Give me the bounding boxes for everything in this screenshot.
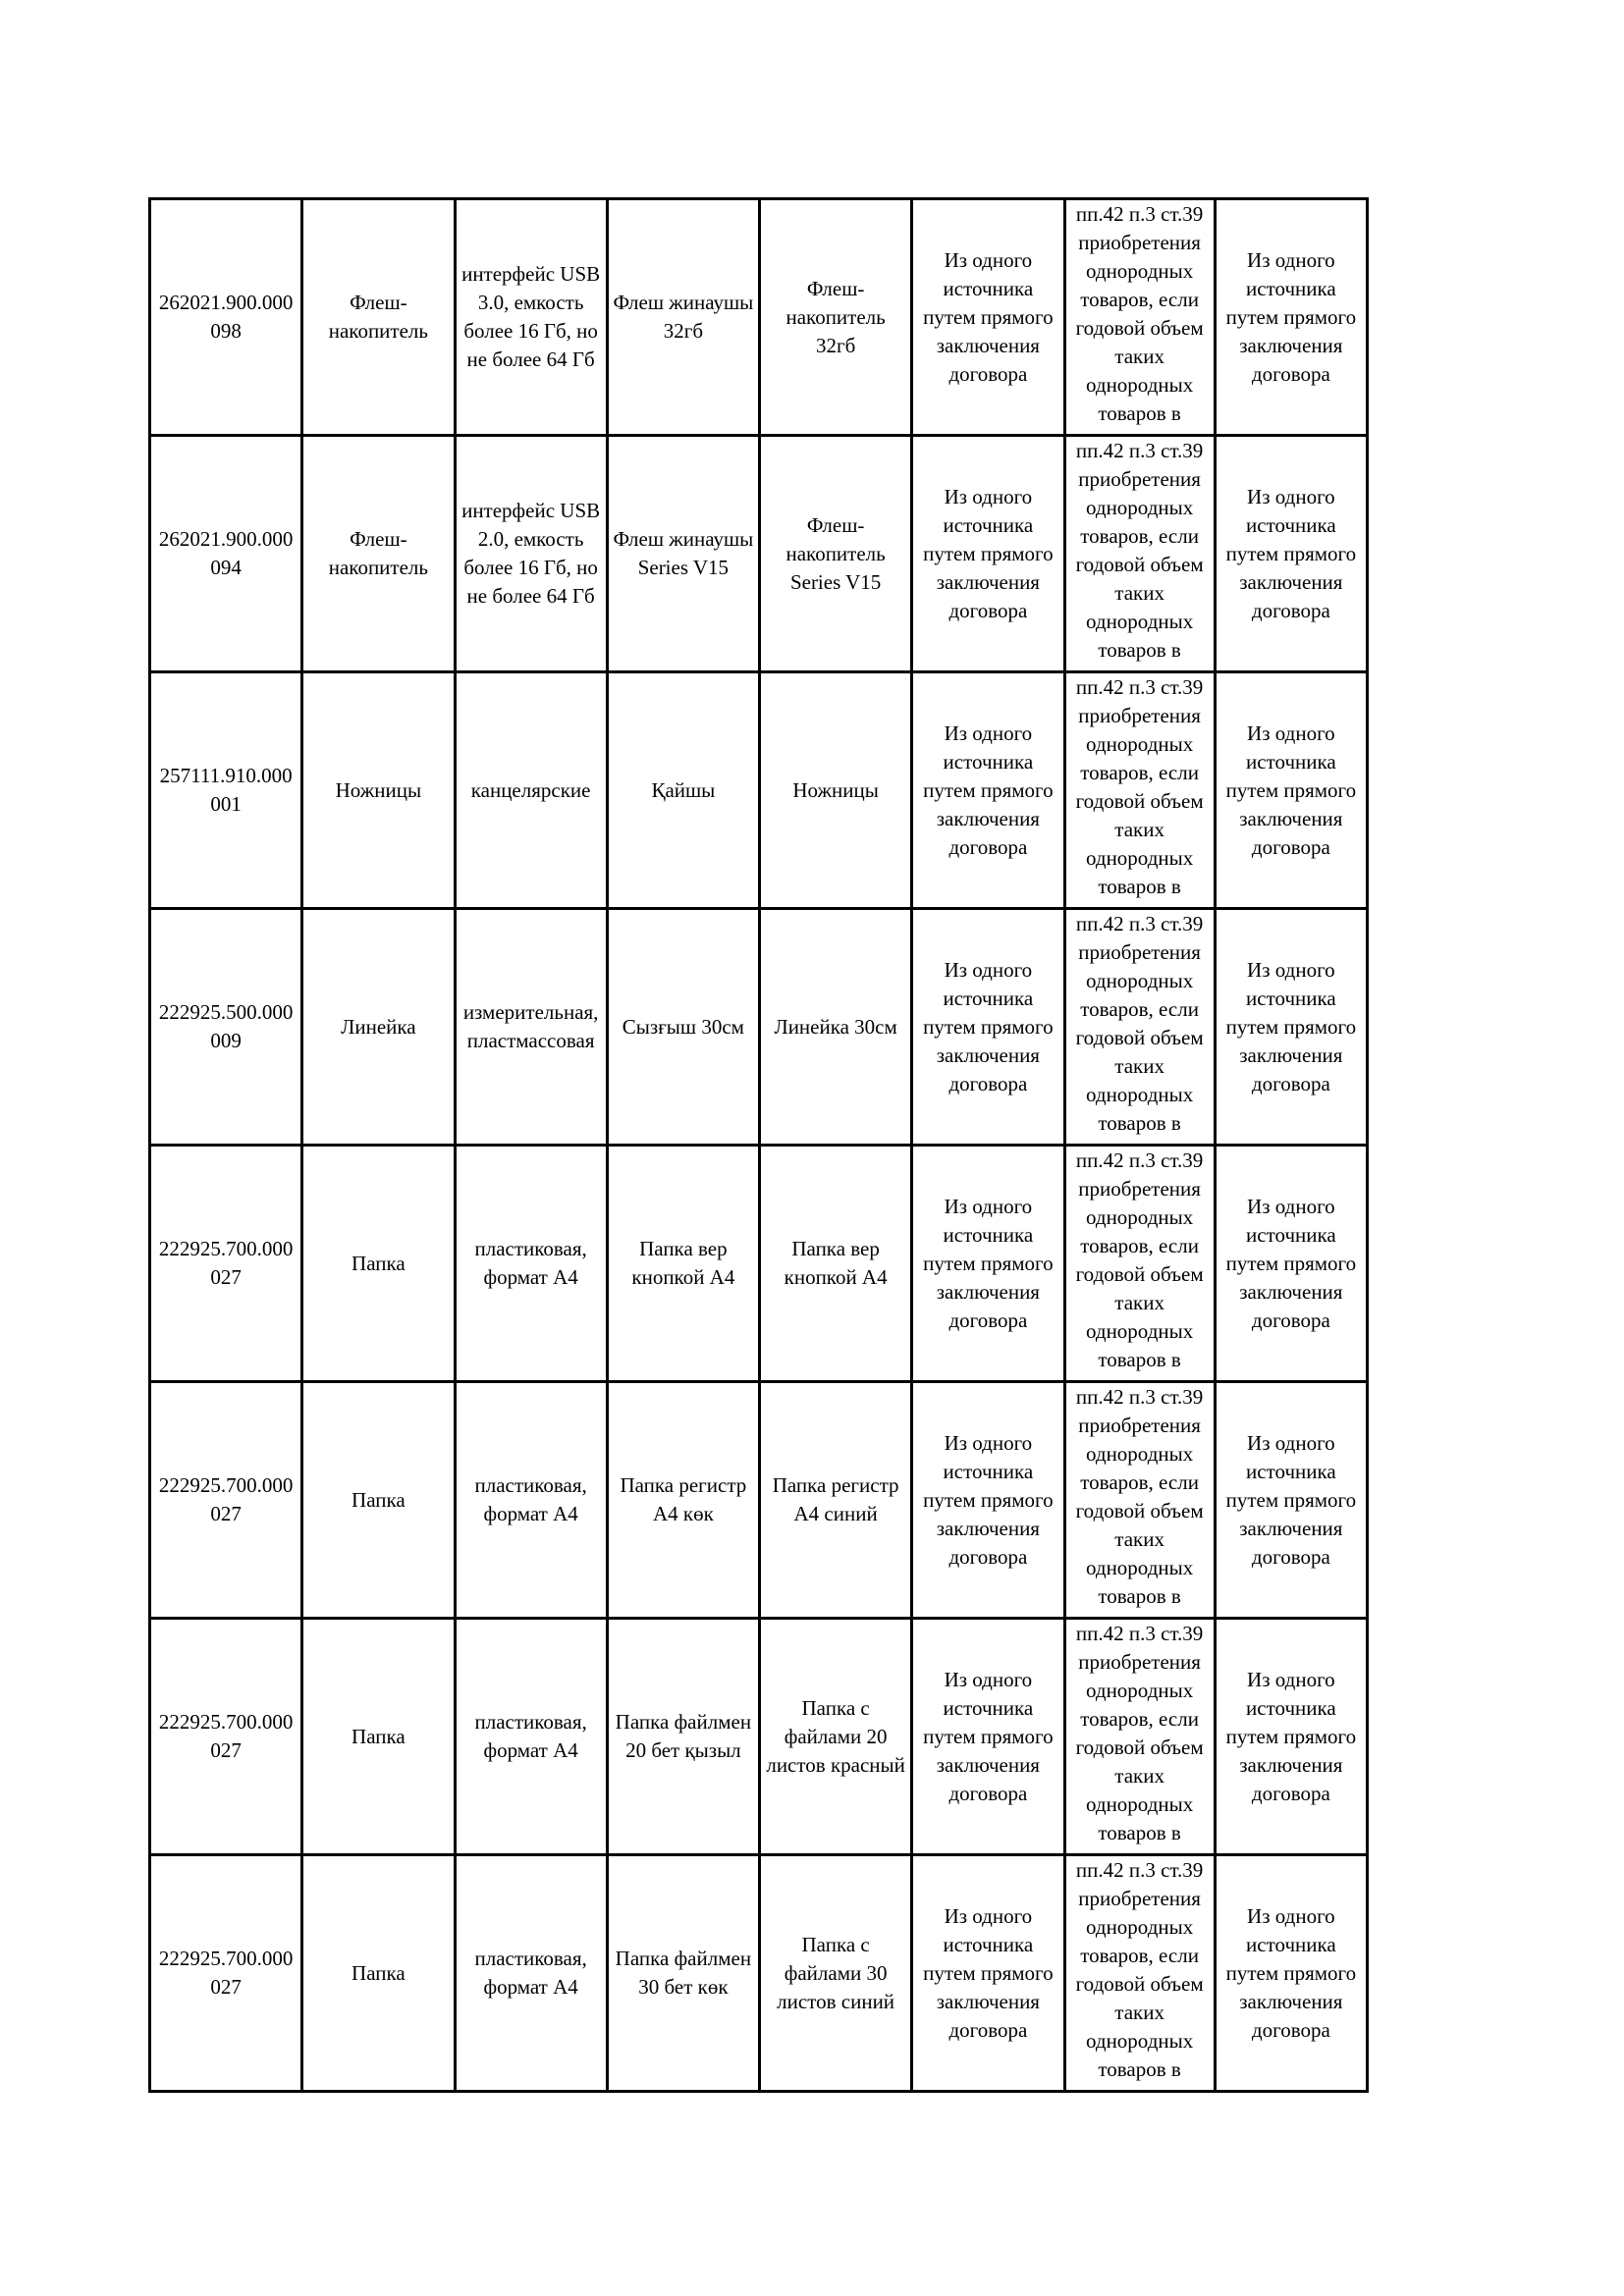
item-name-cell: Флеш-накопитель	[302, 199, 455, 436]
item-name-kz-cell: Папка вер кнопкой А4	[607, 1146, 759, 1382]
legal-basis-text: пп.42 п.3 ст.39 приобретения однородных товаров, если годовой объем таких однородных товаров в	[1075, 675, 1204, 898]
legal-basis-text: пп.42 п.3 ст.39 приобретения однородных товаров, если годовой объем таких однородных товаров в	[1075, 1858, 1204, 2081]
legal-basis-text: пп.42 п.3 ст.39 приобретения однородных товаров, если годовой объем таких однородных товаров в	[1075, 439, 1204, 662]
procurement-method-2-cell: Из одного источника путем прямого заключения договора	[1215, 1382, 1367, 1619]
item-code-cell: 222925.700.000027	[150, 1382, 302, 1619]
item-name-cell: Линейка	[302, 909, 455, 1146]
table-row	[150, 1382, 1368, 1619]
item-name-ru-cell: Папка регистр А4 синий	[760, 1382, 912, 1619]
table-row	[150, 909, 1368, 1146]
procurement-method-cell: Из одного источника путем прямого заключения договора	[912, 1382, 1064, 1619]
procurement-method-2-cell: Из одного источника путем прямого заключения договора	[1215, 672, 1367, 909]
procurement-table-body	[150, 199, 1368, 2092]
procurement-method-2-cell: Из одного источника путем прямого заключения договора	[1215, 436, 1367, 672]
table-row	[150, 672, 1368, 909]
item-name-kz-cell: Флеш жинаушы Series V15	[607, 436, 759, 672]
item-code-cell: 262021.900.000098	[150, 199, 302, 436]
procurement-method-cell: Из одного источника путем прямого заключения договора	[912, 672, 1064, 909]
procurement-method-cell: Из одного источника путем прямого заключения договора	[912, 1619, 1064, 1855]
item-code-cell: 222925.500.000009	[150, 909, 302, 1146]
procurement-method-cell: Из одного источника путем прямого заключения договора	[912, 1146, 1064, 1382]
table-row	[150, 1619, 1368, 1855]
item-name-kz-cell: Папка файлмен 30 бет көк	[607, 1855, 759, 2092]
item-code-cell: 262021.900.000094	[150, 436, 302, 672]
item-characteristic-cell: пластиковая, формат А4	[455, 1146, 607, 1382]
legal-basis-cell	[1064, 1855, 1215, 2092]
procurement-method-2-cell: Из одного источника путем прямого заключения договора	[1215, 909, 1367, 1146]
item-name-ru-cell: Флеш-накопитель 32гб	[760, 199, 912, 436]
item-characteristic-cell: пластиковая, формат А4	[455, 1855, 607, 2092]
item-characteristic-cell: пластиковая, формат А4	[455, 1619, 607, 1855]
legal-basis-cell	[1064, 672, 1215, 909]
procurement-method-cell: Из одного источника путем прямого заключения договора	[912, 436, 1064, 672]
item-name-ru-cell: Папка с файлами 30 листов синий	[760, 1855, 912, 2092]
item-name-kz-cell: Папка файлмен 20 бет қызыл	[607, 1619, 759, 1855]
item-characteristic-cell: пластиковая, формат А4	[455, 1382, 607, 1619]
procurement-method-2-cell: Из одного источника путем прямого заключения договора	[1215, 199, 1367, 436]
item-name-kz-cell: Қайшы	[607, 672, 759, 909]
legal-basis-text: пп.42 п.3 ст.39 приобретения однородных товаров, если годовой объем таких однородных товаров в	[1075, 1622, 1204, 1844]
item-name-ru-cell: Ножницы	[760, 672, 912, 909]
legal-basis-cell	[1064, 1382, 1215, 1619]
item-name-ru-cell: Линейка 30см	[760, 909, 912, 1146]
item-name-cell: Флеш-накопитель	[302, 436, 455, 672]
procurement-table	[148, 197, 1369, 2093]
item-name-ru-cell: Папка вер кнопкой А4	[760, 1146, 912, 1382]
legal-basis-text: пп.42 п.3 ст.39 приобретения однородных товаров, если годовой объем таких однородных товаров в	[1075, 1385, 1204, 1608]
item-name-kz-cell: Сызғыш 30см	[607, 909, 759, 1146]
item-name-cell: Папка	[302, 1146, 455, 1382]
item-code-cell: 222925.700.000027	[150, 1855, 302, 2092]
legal-basis-cell	[1064, 1619, 1215, 1855]
legal-basis-cell	[1064, 199, 1215, 436]
procurement-method-cell: Из одного источника путем прямого заключения договора	[912, 199, 1064, 436]
item-name-cell: Папка	[302, 1619, 455, 1855]
procurement-method-2-cell: Из одного источника путем прямого заключения договора	[1215, 1855, 1367, 2092]
procurement-method-cell: Из одного источника путем прямого заключения договора	[912, 909, 1064, 1146]
item-name-kz-cell: Папка регистр А4 көк	[607, 1382, 759, 1619]
item-characteristic-cell: канцелярские	[455, 672, 607, 909]
legal-basis-text: пп.42 п.3 ст.39 приобретения однородных товаров, если годовой объем таких однородных товаров в	[1075, 1148, 1204, 1371]
procurement-method-2-cell: Из одного источника путем прямого заключения договора	[1215, 1619, 1367, 1855]
legal-basis-cell	[1064, 909, 1215, 1146]
item-name-cell: Ножницы	[302, 672, 455, 909]
item-name-cell: Папка	[302, 1382, 455, 1619]
table-row	[150, 436, 1368, 672]
item-name-ru-cell: Флеш-накопитель Series V15	[760, 436, 912, 672]
procurement-method-2-cell: Из одного источника путем прямого заключения договора	[1215, 1146, 1367, 1382]
item-code-cell: 222925.700.000027	[150, 1146, 302, 1382]
item-name-kz-cell: Флеш жинаушы 32гб	[607, 199, 759, 436]
table-row	[150, 1146, 1368, 1382]
item-characteristic-cell: интерфейс USB 3.0, емкость более 16 Гб, но не более 64 Гб	[455, 199, 607, 436]
table-row	[150, 199, 1368, 436]
procurement-method-cell: Из одного источника путем прямого заключения договора	[912, 1855, 1064, 2092]
item-code-cell: 257111.910.000001	[150, 672, 302, 909]
item-code-cell: 222925.700.000027	[150, 1619, 302, 1855]
table-row	[150, 1855, 1368, 2092]
item-name-ru-cell: Папка с файлами 20 листов красный	[760, 1619, 912, 1855]
item-characteristic-cell: измерительная, пластмассовая	[455, 909, 607, 1146]
item-characteristic-cell: интерфейс USB 2.0, емкость более 16 Гб, но не более 64 Гб	[455, 436, 607, 672]
item-name-cell: Папка	[302, 1855, 455, 2092]
legal-basis-text: пп.42 п.3 ст.39 приобретения однородных товаров, если годовой объем таких однородных товаров в	[1075, 202, 1204, 425]
legal-basis-cell	[1064, 1146, 1215, 1382]
legal-basis-text: пп.42 п.3 ст.39 приобретения однородных товаров, если годовой объем таких однородных товаров в	[1075, 912, 1204, 1135]
legal-basis-cell	[1064, 436, 1215, 672]
